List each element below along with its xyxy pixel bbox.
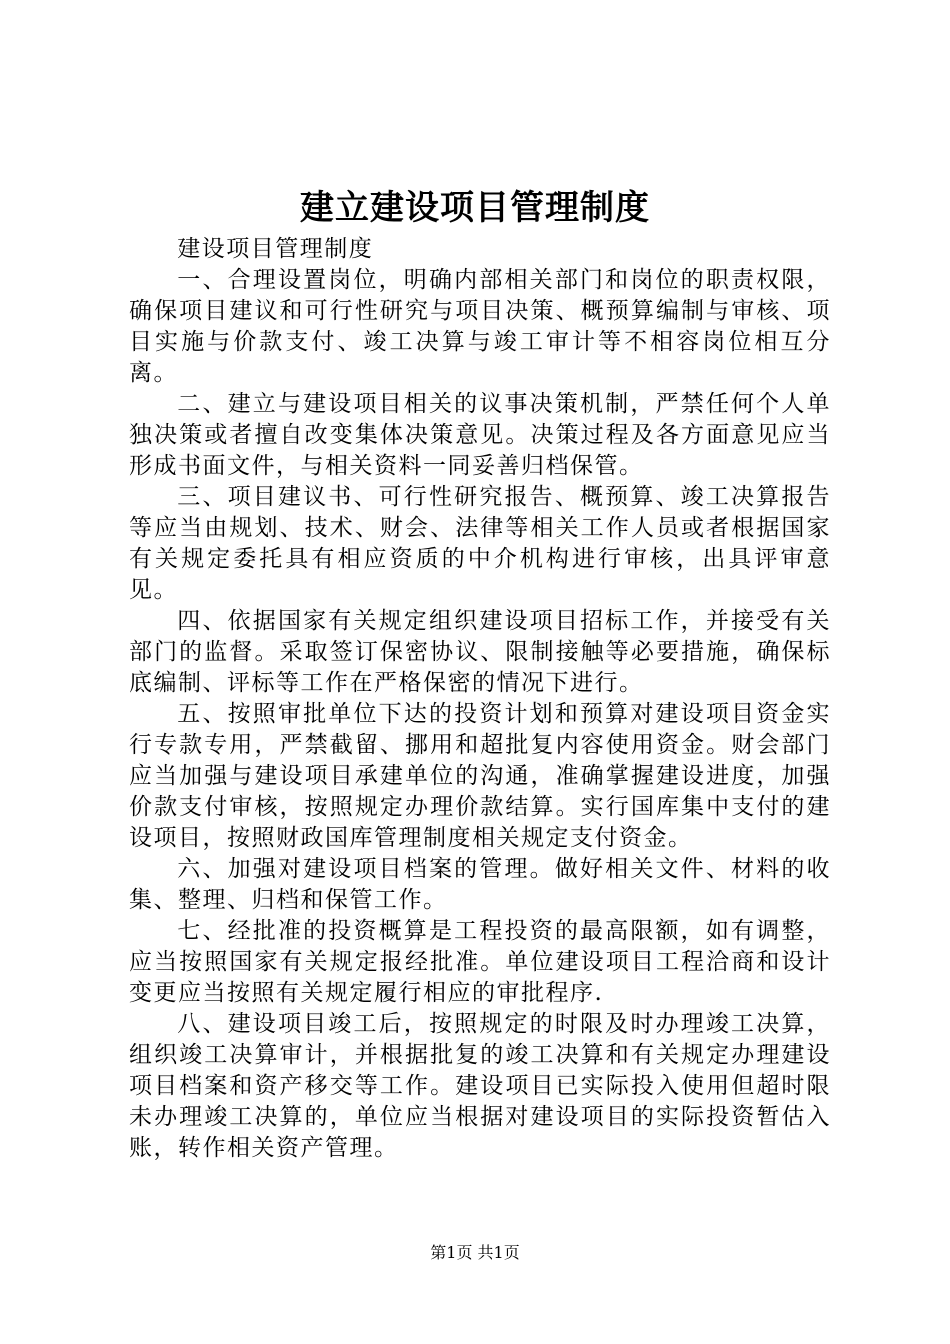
paragraph: 八、建设项目竣工后，按照规定的时限及时办理竣工决算，组织竣工决算审计，并根据批复的竣工决算和有关规定办理建设项目档案和资产移交等工作。建设项目已实际投入使用但超时限未办理竣工决算的，单位应当根据对建设项目的实际投资暂估入账，转作相关资产管理。 xyxy=(129,1011,831,1161)
document-body xyxy=(129,234,831,1164)
paragraph: 六、加强对建设项目档案的管理。做好相关文件、材料的收集、整理、归档和保管工作。 xyxy=(129,856,831,913)
document-title: 建立建设项目管理制度 xyxy=(300,188,650,228)
paragraph: 三、项目建议书、可行性研究报告、概预算、竣工决算报告等应当由规划、技术、财会、法律等相关工作人员或者根据国家有关规定委托具有相应资质的中介机构进行审核，出具评审意见。 xyxy=(129,484,831,603)
paragraph: 五、按照审批单位下达的投资计划和预算对建设项目资金实行专款专用，严禁截留、挪用和超批复内容使用资金。财会部门应当加强与建设项目承建单位的沟通，准确掌握建设进度，加强价款支付审核，按照规定办理价款结算。实行国库集中支付的建设项目，按照财政国库管理制度相关规定支付资金。 xyxy=(129,701,831,851)
paragraph: 二、建立与建设项目相关的议事决策机制，严禁任何个人单独决策或者擅自改变集体决策意见。决策过程及各方面意见应当形成书面文件，与相关资料一同妥善归档保管。 xyxy=(129,391,831,479)
paragraph: 四、依据国家有关规定组织建设项目招标工作，并接受有关部门的监督。采取签订保密协议、限制接触等必要措施，确保标底编制、评标等工作在严格保密的情况下进行。 xyxy=(129,608,831,696)
page-footer: 第1页 共1页 xyxy=(430,1243,520,1262)
paragraph: 一、合理设置岗位，明确内部相关部门和岗位的职责权限，确保项目建议和可行性研究与项目决策、概预算编制与审核、项目实施与价款支付、竣工决算与竣工审计等不相容岗位相互分离。 xyxy=(129,267,831,386)
paragraph: 七、经批准的投资概算是工程投资的最高限额，如有调整，应当按照国家有关规定报经批准。单位建设项目工程洽商和设计变更应当按照有关规定履行相应的审批程序. xyxy=(129,918,831,1006)
paragraph: 建设项目管理制度 xyxy=(177,236,374,262)
